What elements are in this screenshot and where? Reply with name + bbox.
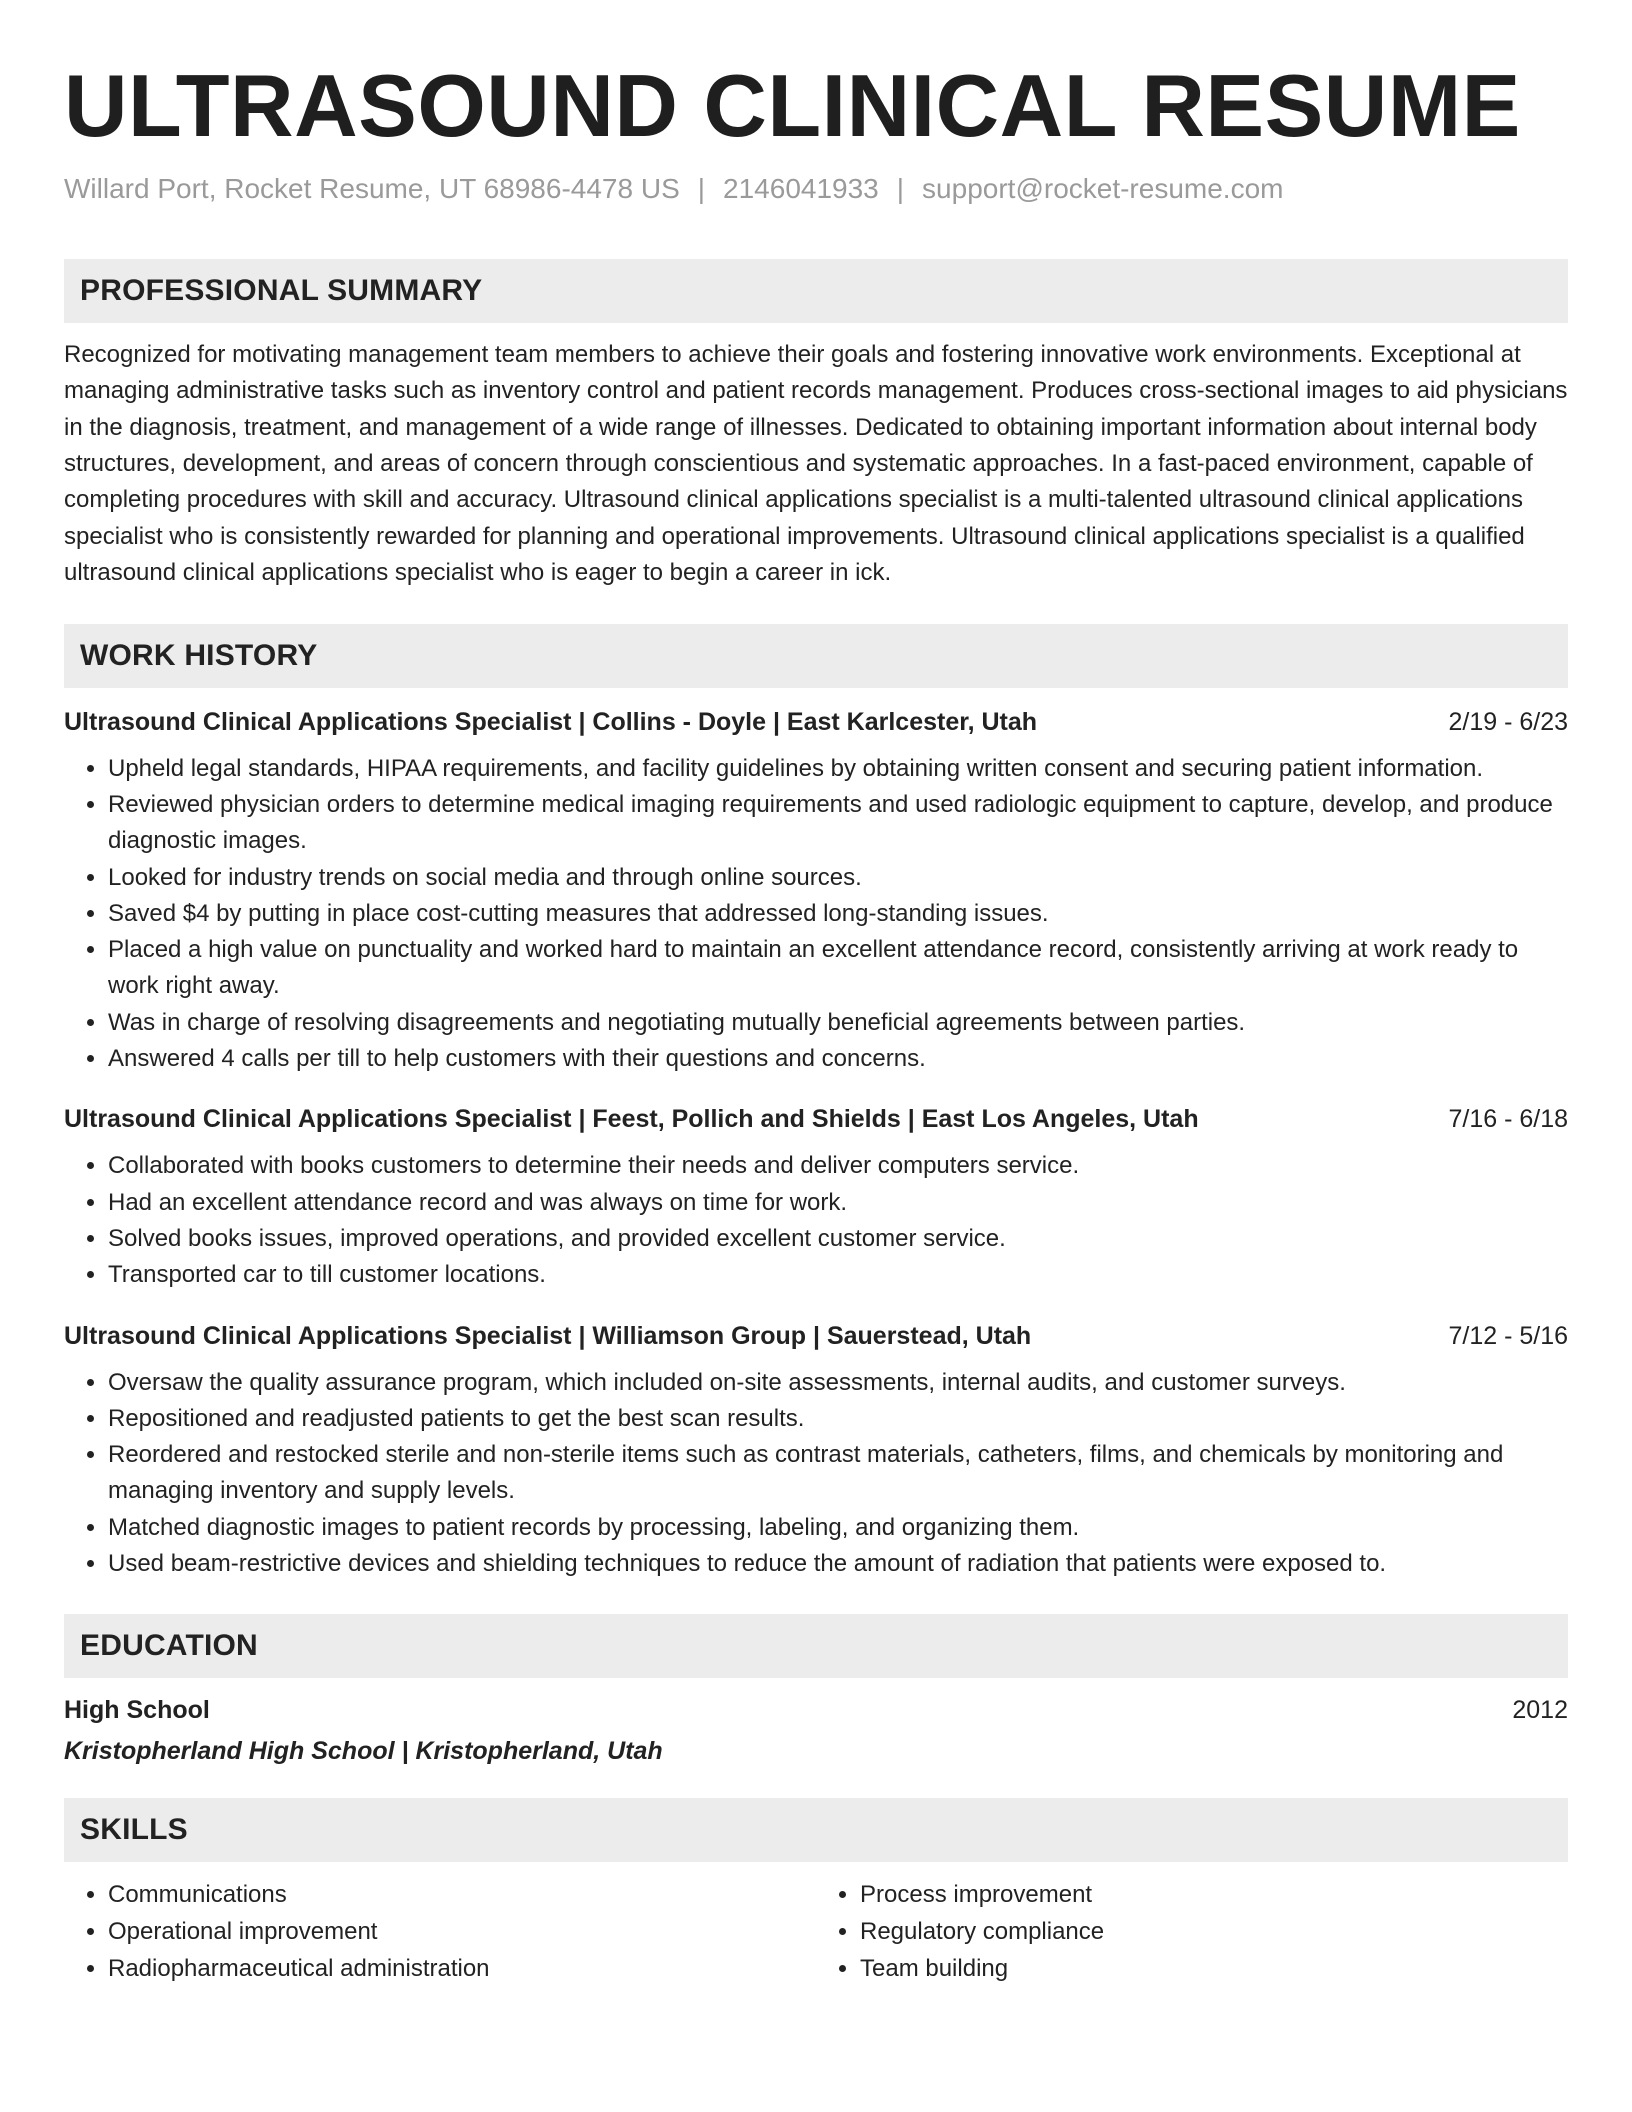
job-bullets — [64, 1365, 1568, 1583]
contact-email: support@rocket-resume.com — [922, 172, 1284, 204]
job-bullet: • Had an excellent attendance record and was always on time for work. — [108, 1185, 1568, 1221]
contact-line — [64, 173, 1568, 205]
job-bullets — [64, 1148, 1568, 1293]
contact-phone: 2146041933 — [723, 172, 879, 204]
resume-title: ULTRASOUND CLINICAL RESUME — [64, 56, 1521, 155]
job-bullet: • Reviewed physician orders to determine medical imaging requirements and used radiologic equipment to capture, develop, and produce diagnostic images. — [108, 787, 1568, 860]
job-bullet: • Looked for industry trends on social media and through online sources. — [108, 860, 1568, 896]
job-dates: 7/12 - 5/16 — [1448, 1321, 1568, 1350]
education-degree: High School — [64, 1696, 210, 1725]
skill-item: • Team building — [860, 1950, 1568, 1987]
summary-text: Recognized for motivating management team members to achieve their goals and fostering innovative work environments. Exceptional at managing administrative tasks such as inventory control and patient records management. Produces cross-sectional images to aid physicians in the diagnosis, treatment, and management of a wide range of illnesses. Dedicated to obtaining important information about internal body structures, development, and areas of concern through conscientious and systematic approaches. In a fast-paced environment, capable of completing procedures with skill and accuracy. Ultrasound clinical applications specialist is a multi-talented ultrasound clinical applications specialist who is consistently rewarded for planning and operational improvements. Ultrasound clinical applications specialist is a qualified ultrasound clinical applications specialist who is eager to begin a career in ick. — [64, 340, 1568, 587]
job-bullet: • Upheld legal standards, HIPAA requirements, and facility guidelines by obtaining written consent and securing patient information. — [108, 751, 1568, 787]
job-header — [64, 1105, 1568, 1134]
job-bullet: • Used beam-restrictive devices and shielding techniques to reduce the amount of radiation that patients were exposed to. — [108, 1546, 1568, 1582]
skills-column-left — [64, 1876, 816, 1987]
contact-separator: | — [697, 172, 706, 204]
job-bullets — [64, 751, 1568, 1078]
job-header — [64, 1322, 1568, 1351]
job-bullet: • Repositioned and readjusted patients to get the best scan results. — [108, 1401, 1568, 1437]
job-bullet: • Transported car to till customer locations. — [108, 1257, 1568, 1293]
job-title: Ultrasound Clinical Applications Specialist | Williamson Group | Sauerstead, Utah — [64, 1321, 1032, 1350]
job-dates: 7/16 - 6/18 — [1448, 1105, 1568, 1134]
skills-column-right — [816, 1876, 1568, 1987]
job-title: Ultrasound Clinical Applications Specialist | Collins - Doyle | East Karlcester, Utah — [64, 707, 1038, 736]
job-bullet: • Solved books issues, improved operations, and provided excellent customer service. — [108, 1221, 1568, 1257]
job-bullet: • Reordered and restocked sterile and non-sterile items such as contrast materials, catheters, films, and chemicals by monitoring and managing inventory and supply levels. — [108, 1437, 1568, 1510]
skills-list — [64, 1876, 1568, 1987]
job-bullet: • Oversaw the quality assurance program, which included on-site assessments, internal audits, and customer surveys. — [108, 1365, 1568, 1401]
job-entry — [64, 708, 1568, 1078]
contact-separator: | — [896, 172, 905, 204]
job-bullet: • Answered 4 calls per till to help customers with their questions and concerns. — [108, 1041, 1568, 1077]
section-heading-work: WORK HISTORY — [64, 624, 1568, 688]
job-bullet: • Placed a high value on punctuality and worked hard to maintain an excellent attendance record, consistently arriving at work ready to work right away. — [108, 932, 1568, 1005]
job-title: Ultrasound Clinical Applications Specialist | Feest, Pollich and Shields | East Los Angeles, Utah — [64, 1105, 1199, 1134]
skill-item: • Operational improvement — [108, 1913, 816, 1950]
job-bullet: • Matched diagnostic images to patient records by processing, labeling, and organizing them. — [108, 1510, 1568, 1546]
skill-item: • Process improvement — [860, 1876, 1568, 1913]
job-entry — [64, 1322, 1568, 1583]
job-entry — [64, 1105, 1568, 1293]
skill-item: • Communications — [108, 1876, 816, 1913]
education-year: 2012 — [1512, 1696, 1568, 1725]
job-dates: 2/19 - 6/23 — [1448, 707, 1568, 736]
section-heading-education: EDUCATION — [64, 1614, 1568, 1678]
education-school: Kristopherland High School | Kristopherland, Utah — [64, 1737, 663, 1766]
skill-item: • Regulatory compliance — [860, 1913, 1568, 1950]
contact-address: Willard Port, Rocket Resume, UT 68986-4478 US — [64, 172, 680, 204]
job-bullet: • Saved $4 by putting in place cost-cutting measures that addressed long-standing issues. — [108, 896, 1568, 932]
job-bullet: • Was in charge of resolving disagreements and negotiating mutually beneficial agreements between parties. — [108, 1005, 1568, 1041]
job-bullet: • Collaborated with books customers to determine their needs and deliver computers service. — [108, 1148, 1568, 1184]
section-heading-skills: SKILLS — [64, 1798, 1568, 1862]
education-header — [64, 1696, 1568, 1725]
job-header — [64, 708, 1568, 737]
section-heading-summary: PROFESSIONAL SUMMARY — [64, 259, 1568, 323]
skill-item: • Radiopharmaceutical administration — [108, 1950, 816, 1987]
